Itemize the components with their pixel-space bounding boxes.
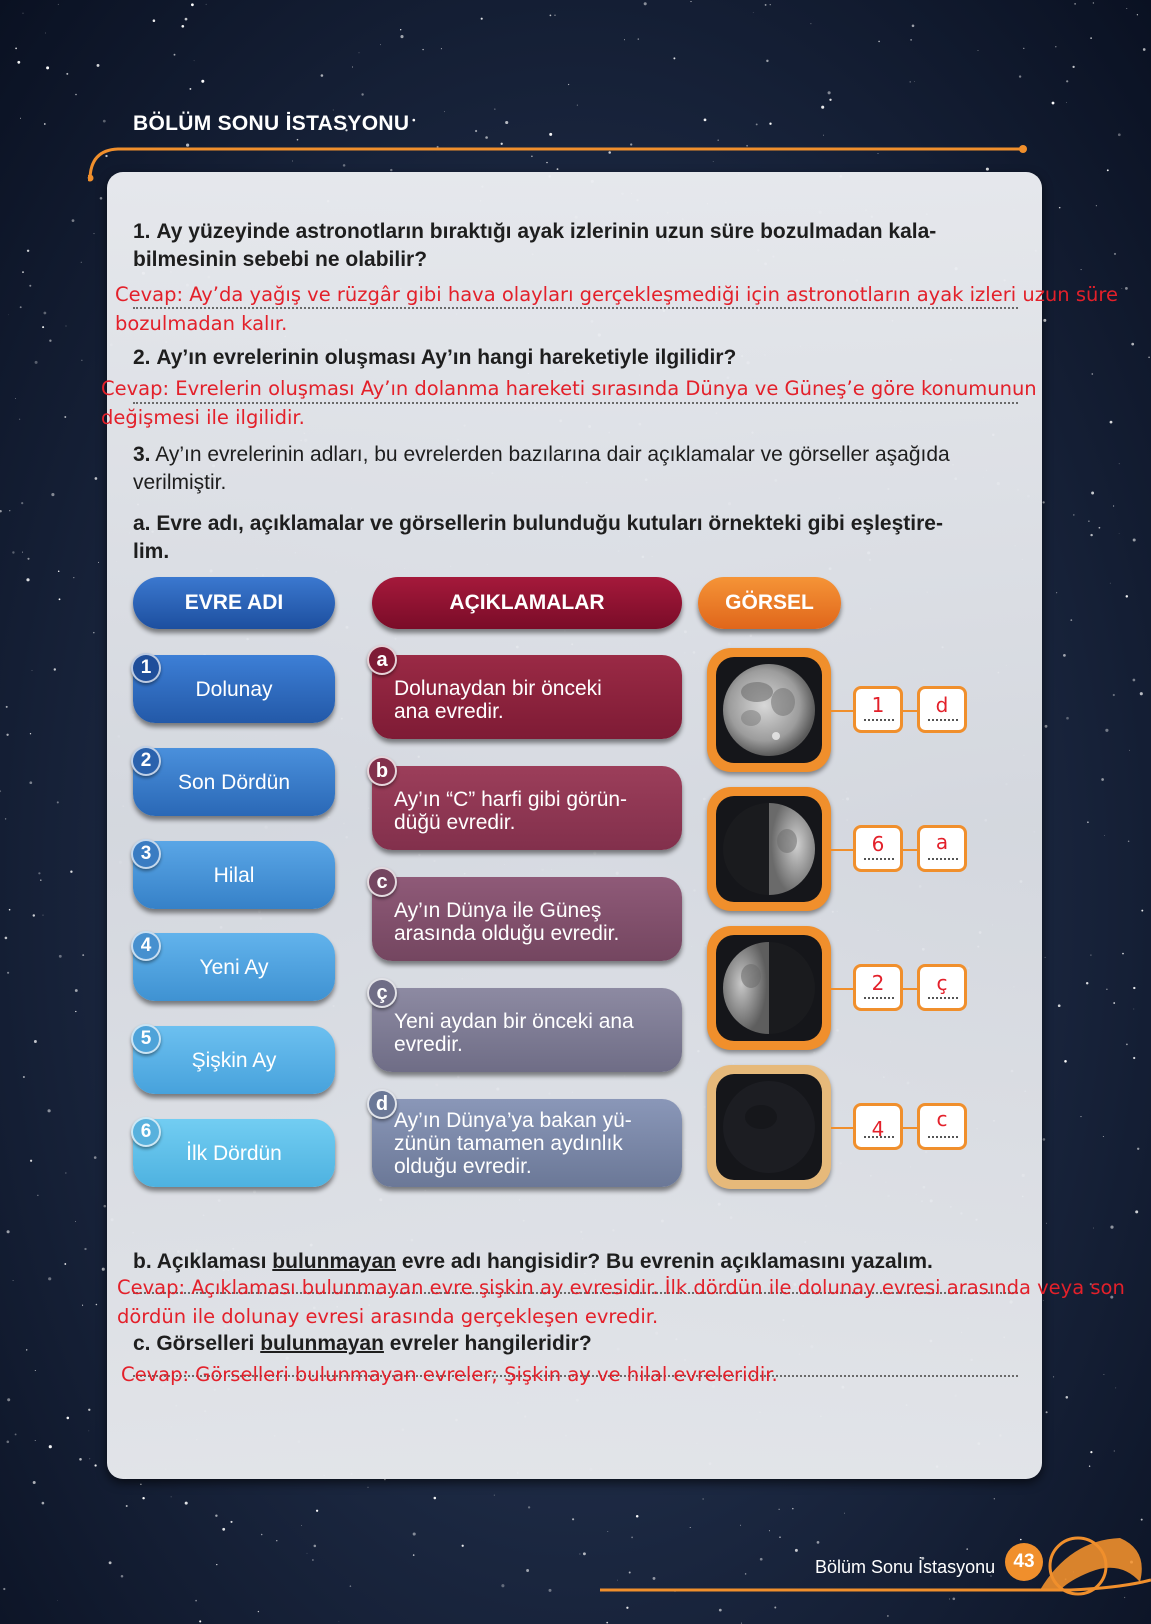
- last-quarter-moon-icon: [721, 940, 817, 1036]
- answer-2-line-1: Cevap: Evrelerin oluşması Ay’ın dolanma hareketi sırasında Dünya ve Güneş’e göre konumunun: [101, 377, 1037, 400]
- section-title: BÖLÜM SONU İSTASYONU: [133, 112, 410, 135]
- header-phase-name: EVRE ADI: [133, 577, 335, 629]
- question-3c: c. Görselleri bulunmayan evreler hangileridir?: [133, 1332, 592, 1355]
- phase-number: 1: [131, 653, 161, 683]
- description-letter: b: [367, 756, 397, 786]
- answer-box-phase[interactable]: 2: [853, 964, 903, 1011]
- description-d: Ay’ın Dünya’ya bakan yü- zünün tamamen aydınlık olduğu evredir.: [372, 1099, 682, 1187]
- description-b: Ay’ın “C” harfi gibi görün- düğü evredir.: [372, 766, 682, 850]
- answer-box-description[interactable]: a: [917, 825, 967, 872]
- question-3: 3. Ay’ın evrelerinin adları, bu evrelerden bazılarına dair açıklamalar ve görseller aşağıda verilmiştir.: [133, 443, 950, 494]
- page-number: 43: [1005, 1543, 1043, 1581]
- answer-box-phase[interactable]: 1: [853, 686, 903, 733]
- answer-box-description[interactable]: ç: [917, 964, 967, 1011]
- description-letter: ç: [367, 978, 397, 1008]
- description-letter: a: [367, 645, 397, 675]
- answer-b-line-2: dördün ile dolunay evresi arasında gerçekleşen evredir.: [117, 1305, 659, 1328]
- answer-box-phase[interactable]: 6: [853, 825, 903, 872]
- header-image: GÖRSEL: [698, 577, 841, 629]
- description-c-cedilla: Yeni aydan bir önceki ana evredir.: [372, 988, 682, 1072]
- image-box-4: [707, 1065, 831, 1189]
- answer-1-line-2: bozulmadan kalır.: [115, 312, 288, 335]
- description-c: Ay’ın Dünya ile Güneş arasında olduğu evredir.: [372, 877, 682, 961]
- phase-number: 3: [131, 839, 161, 869]
- answer-2-line-2: değişmesi ile ilgilidir.: [101, 406, 305, 429]
- question-1: 1. Ay yüzeyinde astronotların bıraktığı ayak izlerinin uzun süre bozulmadan kala- bilmesinin sebebi ne olabilir?: [133, 220, 937, 271]
- header-descriptions: AÇIKLAMALAR: [372, 577, 682, 629]
- image-box-3: [707, 926, 831, 1050]
- footer-label: Bölüm Sonu İstasyonu: [815, 1557, 996, 1577]
- phase-item-son-dordun: Son Dördün: [133, 748, 335, 816]
- answer-box-phase[interactable]: 4: [853, 1103, 903, 1150]
- phase-number: 4: [131, 931, 161, 961]
- first-quarter-moon-icon: [721, 801, 817, 897]
- phase-item-dolunay: Dolunay: [133, 655, 335, 723]
- image-box-1: [707, 648, 831, 772]
- image-box-2: [707, 787, 831, 911]
- answer-box-description[interactable]: d: [917, 686, 967, 733]
- full-moon-icon: [721, 662, 817, 758]
- question-3a: a. Evre adı, açıklamalar ve görsellerin bulunduğu kutuları örnekteki gibi eşleştire- lim.: [133, 512, 943, 563]
- phase-number: 2: [131, 746, 161, 776]
- description-a: Dolunaydan bir önceki ana evredir.: [372, 655, 682, 739]
- description-letter: c: [367, 867, 397, 897]
- new-moon-icon: [721, 1079, 817, 1175]
- phase-item-hilal: Hilal: [133, 841, 335, 909]
- phase-item-siskin-ay: Şişkin Ay: [133, 1026, 335, 1094]
- answer-c: Cevap: Görselleri bulunmayan evreler; Şişkin ay ve hilal evreleridir.: [121, 1363, 778, 1386]
- answer-1-line-1: Cevap: Ay’da yağış ve rüzgâr gibi hava olayları gerçekleşmediği için astronotların ayak izleri uzun süre: [115, 283, 1118, 306]
- answer-b-line-1: Cevap: Açıklaması bulunmayan evre şişkin ay evresidir. İlk dördün ile dolunay evresi arasında veya son: [117, 1276, 1125, 1299]
- answer-box-description[interactable]: c: [917, 1103, 967, 1150]
- phase-number: 6: [131, 1117, 161, 1147]
- description-letter: d: [367, 1089, 397, 1119]
- question-2: 2. Ay’ın evrelerinin oluşması Ay’ın hangi hareketiyle ilgilidir?: [133, 346, 737, 369]
- phase-item-ilk-dordun: İlk Dördün: [133, 1119, 335, 1187]
- phase-item-yeni-ay: Yeni Ay: [133, 933, 335, 1001]
- phase-number: 5: [131, 1024, 161, 1054]
- question-3b: b. Açıklaması bulunmayan evre adı hangisidir? Bu evrenin açıklamasını yazalım.: [133, 1250, 933, 1273]
